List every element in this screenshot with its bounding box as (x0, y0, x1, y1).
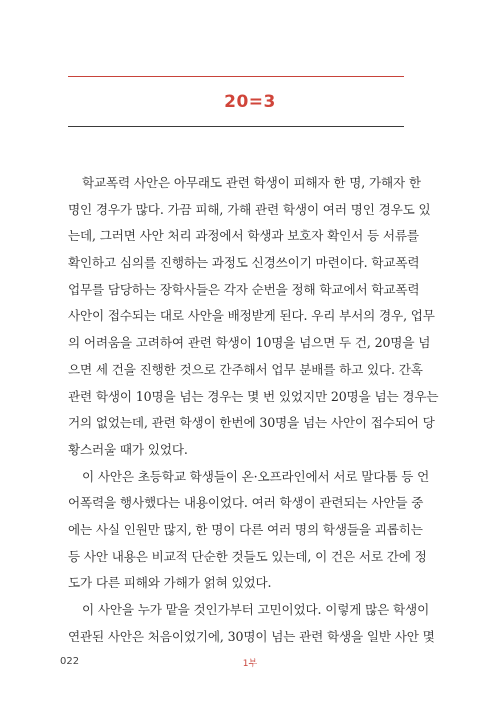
text-line: 확인하고 심의를 진행하는 과정도 신경쓰이기 마련이다. 학교폭력 (68, 255, 420, 271)
text-line: 명인 경우가 많다. 가끔 피해, 가해 관련 학생이 여러 명인 경우도 있 (68, 201, 431, 217)
body-text (68, 170, 439, 650)
text-line: 관련 학생이 10명을 넘는 경우는 몇 번 있었지만 20명을 넘는 경우는 (68, 388, 439, 404)
text-line: 사안이 접수되는 대로 사안을 배정받게 된다. 우리 부서의 경우, 업무 (68, 308, 435, 324)
text-line: 등 사안 내용은 비교적 단순한 것들도 있는데, 이 건은 서로 간에 정 (68, 548, 427, 564)
page-number: 022 (60, 656, 80, 667)
text-line: 이 사안을 누가 맡을 것인가부터 고민이었다. 이렇게 많은 학생이 (82, 602, 430, 617)
bottom-dark-rule (68, 126, 404, 127)
text-line: 학교폭력 사안은 아무래도 관련 학생이 피해자 한 명, 가해자 한 (82, 175, 421, 190)
chapter-title: 20=3 (224, 92, 276, 112)
text-line: 어폭력을 행사했다는 내용이었다. 여러 학생이 관련되는 사안들 중 (68, 495, 424, 511)
text-line: 는데, 그러면 사안 처리 과정에서 학생과 보호자 확인서 등 서류를 (68, 228, 419, 244)
text-line: 이 사안은 초등학교 학생들이 온·오프라인에서 서로 말다툼 등 언 (82, 468, 430, 484)
text-line: 에는 사실 인원만 많지, 한 명이 다른 여러 명의 학생들을 괴롭히는 (68, 521, 423, 537)
text-line: 황스러울 때가 있었다. (68, 441, 188, 457)
text-line: 거의 없었는데, 관련 학생이 한번에 30명을 넘는 사안이 접수되어 당 (68, 415, 435, 431)
text-line: 도가 다른 피해와 가해가 얽혀 있었다. (68, 575, 272, 591)
text-line: 연관된 사안은 처음이었기에, 30명이 넘는 관련 학생을 일반 사안 몇 (68, 628, 435, 644)
text-line: 으면 세 건을 진행한 것으로 간주해서 업무 분배를 하고 있다. 간혹 (68, 361, 423, 377)
top-red-rule (68, 76, 404, 77)
text-line: 의 어려움을 고려하여 관련 학생이 10명을 넘으면 두 건, 20명을 넘 (68, 335, 431, 351)
text-line: 업무를 담당하는 장학사들은 각자 순번을 정해 학교에서 학교폭력 (68, 281, 420, 297)
section-label: 1부 (242, 659, 258, 669)
